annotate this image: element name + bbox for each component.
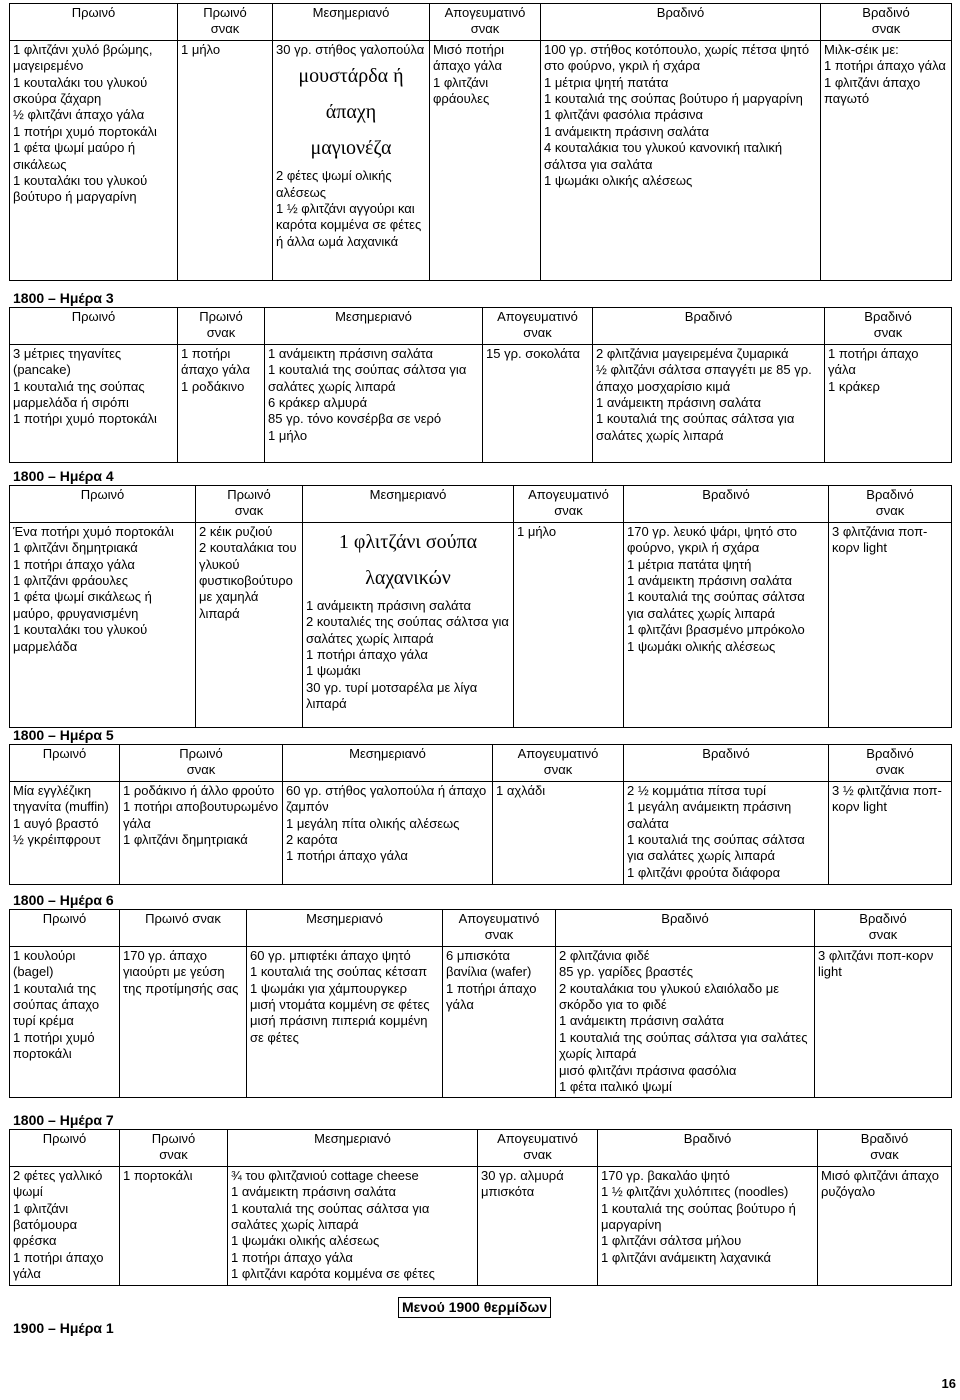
day4-lunch — [303, 522, 514, 727]
header-morning-snack: Πρωινό σνακ — [120, 1130, 228, 1167]
header-dinner: Βραδινό — [624, 745, 829, 782]
day2-evening-snack: Μιλκ-σέικ με: 1 ποτήρι άπαχο γάλα 1 φλιτζάνι άπαχο παγωτό — [821, 40, 952, 280]
day3-title: 1800 – Ημέρα 3 — [13, 290, 114, 306]
header-lunch: Μεσημεριανό — [228, 1130, 478, 1167]
day4-title: 1800 – Ημέρα 4 — [13, 468, 114, 484]
header-lunch: Μεσημεριανό — [265, 308, 483, 345]
header-morning-snack: Πρωινό σνακ — [178, 4, 273, 41]
day4-dinner: 170 γρ. λευκό ψάρι, ψητό στο φούρνο, γκριλ ή σχάρα 1 μέτρια πατάτα ψητή 1 ανάμεικτη πράσινη σαλάτα 1 κουταλιά της σούπας σάλτσα για σαλάτες χωρίς λιπαρά 1 φλιτζάνι βρασμένο μπρόκολο 1 ψωμάκι ολικής αλέσεως — [624, 522, 829, 727]
header-breakfast: Πρωινό — [10, 1130, 120, 1167]
header-evening-snack: Βραδινό σνακ — [818, 1130, 952, 1167]
day2-lunch-serif-2: άπαχη — [325, 101, 377, 124]
day4-afternoon-snack: 1 μήλο — [514, 522, 624, 727]
day6-title: 1800 – Ημέρα 6 — [13, 892, 114, 908]
header-lunch: Μεσημεριανό — [247, 910, 443, 947]
header-evening-snack: Βραδινό σνακ — [821, 4, 952, 41]
day4-breakfast: Ένα ποτήρι χυμό πορτοκάλι 1 φλιτζάνι δημητριακά 1 ποτήρι άπαχο γάλα 1 φλιτζάνι φράουλες 1 φέτα ψωμί σικάλεως ή μαύρο, φρυγανισμένη 1 κουταλάκι του γλυκού μαρμελάδα — [10, 522, 196, 727]
day6-dinner: 2 φλιτζάνια φιδέ 85 γρ. γαρίδες βραστές 2 κουταλάκια του γλυκού ελαιόλαδο με σκόρδο για το φιδέ 1 ανάμεικτη πράσινη σαλάτα 1 κουταλιά της σούπας σάλτσα για σαλάτες χωρίς λιπαρά μισό φλιτζάνι πράσινα φασόλια 1 φέτα ιταλικό ψωμί — [556, 946, 815, 1098]
day6-breakfast: 1 κουλούρι (bagel) 1 κουταλιά της σούπας άπαχο τυρί κρέμα 1 ποτήρι χυμό πορτοκάλι — [10, 946, 120, 1098]
header-evening-snack: Βραδινό σνακ — [829, 486, 952, 523]
day4-lunch-items: 1 ανάμεικτη πράσινη σαλάτα 2 κουταλιές της σούπας σάλτσα για σαλάτες χωρίς λιπαρά 1 ποτήρι άπαχο γάλα 1 ψωμάκι 30 γρ. τυρί μοτσαρέλα με λίγα λιπαρά — [306, 597, 509, 712]
day5-dinner: 2 ½ κομμάτια πίτσα τυρί 1 μεγάλη ανάμεικτη πράσινη σαλάτα 1 κουταλιά της σούπας σάλτσα για σαλάτες χωρίς λιπαρά 1 φλιτζάνι φρούτα διάφορα — [624, 781, 829, 884]
table-header-row — [10, 486, 952, 523]
header-afternoon-snack: Απογευματινό σνακ — [430, 4, 541, 41]
header-evening-snack: Βραδινό σνακ — [829, 745, 952, 782]
day5-evening-snack: 3 ½ φλιτζάνια ποπ-κορν light — [829, 781, 952, 884]
header-morning-snack: Πρωινό σνακ — [120, 910, 247, 947]
table-row — [10, 40, 952, 280]
day7-afternoon-snack: 30 γρ. αλμυρά μπισκότα — [478, 1166, 598, 1285]
header-afternoon-snack: Απογευματινό σνακ — [483, 308, 593, 345]
header-breakfast: Πρωινό — [10, 745, 120, 782]
header-evening-snack: Βραδινό σνακ — [815, 910, 952, 947]
day2-lunch-serif-1: μουστάρδα ή — [298, 65, 404, 88]
header-afternoon-snack: Απογευματινό σνακ — [443, 910, 556, 947]
day2-afternoon-snack: Μισό ποτήρι άπαχο γάλα 1 φλιτζάνι φράουλες — [430, 40, 541, 280]
day5-morning-snack: 1 ροδάκινο ή άλλο φρούτο 1 ποτήρι αποβουτυρωμένο γάλα 1 φλιτζάνι δημητριακά — [120, 781, 283, 884]
menu-1900-title: Μενού 1900 θερμίδων — [398, 1297, 551, 1318]
day2-lunch-bottom: 2 φέτες ψωμί ολικής αλέσεως 1 ½ φλιτζάνι αγγούρι και καρότα κομμένα σε φέτες ή άλλα ωμά λαχανικά — [276, 168, 422, 249]
header-dinner: Βραδινό — [598, 1130, 818, 1167]
day2-dinner: 100 γρ. στήθος κοτόπουλο, χωρίς πέτσα ψητό στο φούρνο, γκριλ ή σχάρα 1 μέτρια ψητή πατάτα 1 κουταλιά της σούπας βούτυρο ή μαργαρίνη 1 φλιτζάνι φασόλια πράσινα 1 ανάμεικτη πράσινη σαλάτα 4 κουταλάκια του γλυκού κανονική ιταλική σάλτσα για σαλάτα 1 ψωμάκι ολικής αλέσεως — [541, 40, 821, 280]
day6-meal-table — [9, 909, 952, 1098]
header-morning-snack: Πρωινό σνακ — [196, 486, 303, 523]
day3-meal-table — [9, 307, 952, 463]
day3-evening-snack: 1 ποτήρι άπαχο γάλα 1 κράκερ — [825, 344, 952, 462]
day5-breakfast: Μία εγγλέζικη τηγανίτα (muffin) 1 αυγό βραστό ½ γκρέιπφρουτ — [10, 781, 120, 884]
day2-meal-table — [9, 3, 952, 281]
header-dinner: Βραδινό — [556, 910, 815, 947]
header-dinner: Βραδινό — [541, 4, 821, 41]
day3-breakfast: 3 μέτριες τηγανίτες (pancake) 1 κουταλιά της σούπας μαρμελάδα ή σιρόπι 1 ποτήρι χυμό πορτοκάλι — [10, 344, 178, 462]
day2-lunch — [273, 40, 430, 280]
header-evening-snack: Βραδινό σνακ — [825, 308, 952, 345]
header-breakfast: Πρωινό — [10, 910, 120, 947]
header-afternoon-snack: Απογευματινό σνακ — [478, 1130, 598, 1167]
header-breakfast: Πρωινό — [10, 486, 196, 523]
header-afternoon-snack: Απογευματινό σνακ — [514, 486, 624, 523]
page-number: 16 — [941, 1375, 956, 1391]
day6-evening-snack: 3 φλιτζάνι ποπ-κορν light — [815, 946, 952, 1098]
day7-title: 1800 – Ημέρα 7 — [13, 1112, 114, 1128]
table-row — [10, 522, 952, 727]
table-header-row — [10, 1130, 952, 1167]
day2-breakfast: 1 φλιτζάνι χυλό βρώμης, μαγειρεμένο 1 κουταλάκι του γλυκού σκούρα ζάχαρη ½ φλιτζάνι άπαχο γάλα 1 ποτήρι χυμό πορτοκάλι 1 φέτα ψωμί μαύρο ή σικάλεως 1 κουταλάκι του γλυκού βούτυρο ή μαργαρίνη — [10, 40, 178, 280]
header-morning-snack: Πρωινό σνακ — [120, 745, 283, 782]
table-row — [10, 344, 952, 462]
table-row — [10, 946, 952, 1098]
day5-lunch: 60 γρ. στήθος γαλοπούλα ή άπαχο ζαμπόν 1 μεγάλη πίτα ολικής αλέσεως 2 καρότα 1 ποτήρι άπαχο γάλα — [283, 781, 493, 884]
table-header-row — [10, 308, 952, 345]
day4-meal-table — [9, 485, 952, 728]
table-row — [10, 781, 952, 884]
day7-dinner: 170 γρ. βακαλάο ψητό 1 ½ φλιτζάνι χυλόπιτες (noodles) 1 κουταλιά της σούπας βούτυρο ή μαργαρίνη 1 φλιτζάνι σάλτσα μήλου 1 φλιτζάνι ανάμεικτη λαχανικά — [598, 1166, 818, 1285]
day5-meal-table — [9, 744, 952, 885]
day1-1900-title: 1900 – Ημέρα 1 — [13, 1320, 114, 1336]
day5-title: 1800 – Ημέρα 5 — [13, 727, 114, 743]
header-breakfast: Πρωινό — [10, 4, 178, 41]
table-header-row — [10, 4, 952, 41]
day2-morning-snack: 1 μήλο — [178, 40, 273, 280]
header-breakfast: Πρωινό — [10, 308, 178, 345]
day3-dinner: 2 φλιτζάνια μαγειρεμένα ζυμαρικά ½ φλιτζάνι σάλτσα σπαγγέτι με 85 γρ. άπαχο μοσχαρίσιο κιμά 1 ανάμεικτη πράσινη σαλάτα 1 κουταλιά της σούπας σάλτσα για σαλάτες χωρίς λιπαρά — [593, 344, 825, 462]
table-row — [10, 1166, 952, 1285]
day7-morning-snack: 1 πορτοκάλι — [120, 1166, 228, 1285]
header-dinner: Βραδινό — [624, 486, 829, 523]
day4-morning-snack: 2 κέικ ρυζιού 2 κουταλάκια του γλυκού φυστικοβούτυρο με χαμηλά λιπαρά — [196, 522, 303, 727]
day3-afternoon-snack: 15 γρ. σοκολάτα — [483, 344, 593, 462]
day7-meal-table — [9, 1129, 952, 1286]
day7-lunch: ¾ του φλιτζανιού cottage cheese 1 ανάμεικτη πράσινη σαλάτα 1 κουταλιά της σούπας σάλτσα για σαλάτες χωρίς λιπαρά 1 ψωμάκι ολικής αλέσεως 1 ποτήρι άπαχο γάλα 1 φλιτζάνι καρότα κομμένα σε φέτες — [228, 1166, 478, 1285]
day2-lunch-serif-3: μαγιονέζα — [310, 137, 392, 160]
day7-evening-snack: Μισό φλιτζάνι άπαχο ρυζόγαλο — [818, 1166, 952, 1285]
header-lunch: Μεσημεριανό — [273, 4, 430, 41]
table-header-row — [10, 745, 952, 782]
day4-evening-snack: 3 φλιτζάνια ποπ-κορν light — [829, 522, 952, 727]
day6-afternoon-snack: 6 μπισκότα βανίλια (wafer) 1 ποτήρι άπαχο γάλα — [443, 946, 556, 1098]
day5-afternoon-snack: 1 αχλάδι — [493, 781, 624, 884]
day7-breakfast: 2 φέτες γαλλικό ψωμί 1 φλιτζάνι βατόμουρα φρέσκα 1 ποτήρι άπαχο γάλα — [10, 1166, 120, 1285]
day4-lunch-serif-2: λαχανικών — [365, 566, 451, 589]
header-lunch: Μεσημεριανό — [303, 486, 514, 523]
header-afternoon-snack: Απογευματινό σνακ — [493, 745, 624, 782]
header-dinner: Βραδινό — [593, 308, 825, 345]
day2-lunch-top: 30 γρ. στήθος γαλοπούλα — [276, 41, 425, 57]
day3-lunch: 1 ανάμεικτη πράσινη σαλάτα 1 κουταλιά της σούπας σάλτσα για σαλάτες χωρίς λιπαρά 6 κράκερ αλμυρά 85 γρ. τόνο κονσέρβα σε νερό 1 μήλο — [265, 344, 483, 462]
table-header-row — [10, 910, 952, 947]
day6-lunch: 60 γρ. μπιφτέκι άπαχο ψητό 1 κουταλιά της σούπας κέτσαπ 1 ψωμάκι για χάμπουργκερ μισή ντομάτα κομμένη σε φέτες μισή πράσινη πιπεριά κομμένη σε φέτες — [247, 946, 443, 1098]
day3-morning-snack: 1 ποτήρι άπαχο γάλα 1 ροδάκινο — [178, 344, 265, 462]
header-lunch: Μεσημεριανό — [283, 745, 493, 782]
header-morning-snack: Πρωινό σνακ — [178, 308, 265, 345]
day4-lunch-serif-1: 1 φλιτζάνι σούπα — [338, 530, 478, 553]
day6-morning-snack: 170 γρ. άπαχο γιαούρτι με γεύση της προτίμησής σας — [120, 946, 247, 1098]
